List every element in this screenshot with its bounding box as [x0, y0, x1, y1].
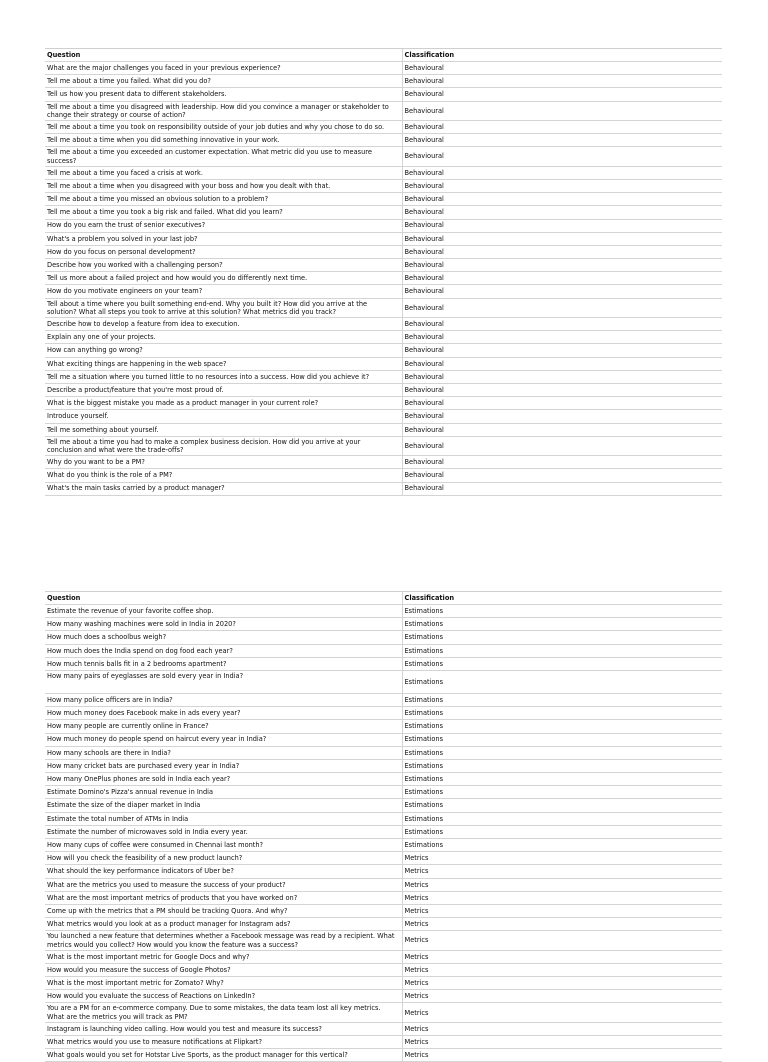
question-text: What metrics would you look at as a product manager for Instagram ads? [47, 920, 291, 929]
classification-cell: Behavioural [402, 206, 722, 219]
classification-cell: Metrics [402, 1036, 722, 1049]
classification-cell: Behavioural [402, 436, 722, 455]
question-text: Instagram is launching video calling. How would you test and measure its success? [47, 1024, 322, 1033]
question-text: You launched a new feature that determines whether a Facebook message was read by a recipient. What metrics would you collect? How would you know the feature was a success? [47, 932, 395, 949]
classification-cell: Behavioural [402, 101, 722, 120]
question-cell [45, 746, 402, 759]
table-row [45, 272, 722, 285]
question-cell [45, 707, 402, 720]
table-row [45, 963, 722, 976]
question-cell [45, 825, 402, 838]
question-text: Tell me about a time you had to make a complex business decision. How did you arrive at your conclusion and what were the trade-offs? [47, 437, 361, 454]
question-cell [45, 657, 402, 670]
question-text: What should the key performance indicators of Uber be? [47, 867, 234, 876]
question-text: What metrics would you use to measure notifications at Flipkart? [47, 1038, 262, 1047]
classification-cell: Estimations [402, 670, 722, 693]
question-text: How many washing machines were sold in India in 2020? [47, 620, 236, 629]
question-text: Estimate the total number of ATMs in India [47, 814, 189, 823]
question-text: What exciting things are happening in the web space? [47, 359, 227, 368]
question-text: Tell me about a time you missed an obvious solution to a problem? [47, 195, 269, 204]
classification-column-header: Classification [402, 592, 722, 605]
question-text: Estimate the revenue of your favorite coffee shop. [47, 606, 214, 615]
question-text: How would you evaluate the success of Reactions on LinkedIn? [47, 992, 256, 1001]
question-cell [45, 670, 402, 693]
question-text: Explain any one of your projects. [47, 333, 156, 342]
question-cell [45, 1049, 402, 1062]
question-cell [45, 193, 402, 206]
question-text: Tell me about a time you faced a crisis at work. [47, 168, 203, 177]
classification-cell: Behavioural [402, 88, 722, 101]
question-cell [45, 370, 402, 383]
question-text: What is the most important metric for Zomato? Why? [47, 979, 224, 988]
table-row [45, 812, 722, 825]
classification-cell: Behavioural [402, 344, 722, 357]
question-cell [45, 298, 402, 317]
classification-cell: Metrics [402, 977, 722, 990]
question-text: You are a PM for an e-commerce company. Due to some mistakes, the data team lost all key metrics. What are the metrics you will track as PM? [47, 1004, 381, 1021]
table-row [45, 707, 722, 720]
classification-cell: Estimations [402, 707, 722, 720]
classification-cell: Estimations [402, 644, 722, 657]
table-row [45, 1003, 722, 1022]
question-text: How can anything go wrong? [47, 346, 143, 355]
question-cell [45, 839, 402, 852]
classification-cell: Behavioural [402, 383, 722, 396]
question-cell [45, 331, 402, 344]
question-cell [45, 918, 402, 931]
classification-cell: Metrics [402, 963, 722, 976]
classification-cell: Behavioural [402, 134, 722, 147]
classification-cell: Behavioural [402, 245, 722, 258]
question-text: Tell me about a time when you did something innovative in your work. [47, 136, 280, 145]
question-cell [45, 410, 402, 423]
table-row [45, 166, 722, 179]
table-row [45, 759, 722, 772]
question-text: How much money do people spend on haircut every year in India? [47, 735, 267, 744]
question-cell [45, 482, 402, 495]
classification-cell: Metrics [402, 931, 722, 950]
classification-cell: Estimations [402, 825, 722, 838]
table-row [45, 657, 722, 670]
classification-cell: Behavioural [402, 120, 722, 133]
question-cell [45, 865, 402, 878]
question-cell [45, 605, 402, 618]
question-text: Come up with the metrics that a PM should be tracking Quora. And why? [47, 906, 288, 915]
table-row [45, 618, 722, 631]
table-row [45, 383, 722, 396]
table-row [45, 285, 722, 298]
classification-cell: Metrics [402, 852, 722, 865]
classification-cell: Behavioural [402, 193, 722, 206]
classification-cell: Behavioural [402, 285, 722, 298]
classification-cell: Metrics [402, 904, 722, 917]
classification-cell: Behavioural [402, 370, 722, 383]
question-cell [45, 75, 402, 88]
question-column-header: Question [45, 592, 402, 605]
question-text: What goals would you set for Hotstar Live Sports, as the product manager for this vertical? [47, 1051, 348, 1060]
question-text: Tell me about a time you took on responsibility outside of your job duties and why you chose to do so. [47, 122, 385, 131]
question-text: How do you earn the trust of senior executives? [47, 221, 206, 230]
classification-cell: Behavioural [402, 298, 722, 317]
question-cell [45, 219, 402, 232]
table-row [45, 120, 722, 133]
table-body [45, 605, 722, 1062]
table-row [45, 469, 722, 482]
table-row [45, 865, 722, 878]
classification-cell: Estimations [402, 812, 722, 825]
table-row [45, 950, 722, 963]
classification-cell: Behavioural [402, 75, 722, 88]
question-text: How many people are currently online in France? [47, 722, 209, 731]
question-text: Estimate the size of the diaper market in India [47, 801, 201, 810]
table-row [45, 75, 722, 88]
classification-cell: Behavioural [402, 259, 722, 272]
classification-cell: Behavioural [402, 219, 722, 232]
classification-cell: Behavioural [402, 410, 722, 423]
question-cell [45, 206, 402, 219]
classification-cell: Behavioural [402, 166, 722, 179]
question-cell [45, 1003, 402, 1022]
classification-cell: Behavioural [402, 272, 722, 285]
table-row [45, 456, 722, 469]
table-row [45, 644, 722, 657]
table-row [45, 436, 722, 455]
table-row [45, 1049, 722, 1062]
classification-cell: Estimations [402, 631, 722, 644]
classification-cell: Behavioural [402, 397, 722, 410]
question-text: How will you check the feasibility of a new product launch? [47, 854, 243, 863]
table-row [45, 799, 722, 812]
table-row [45, 245, 722, 258]
question-text: How many police officers are in India? [47, 695, 173, 704]
table-row [45, 482, 722, 495]
classification-cell: Metrics [402, 1049, 722, 1062]
classification-cell: Behavioural [402, 456, 722, 469]
table-row [45, 134, 722, 147]
table-row [45, 733, 722, 746]
question-text: What is the most important metric for Google Docs and why? [47, 952, 250, 961]
classification-cell: Metrics [402, 891, 722, 904]
question-cell [45, 977, 402, 990]
question-cell [45, 147, 402, 166]
classification-cell: Behavioural [402, 179, 722, 192]
question-text: How much does a schoolbus weigh? [47, 633, 167, 642]
table-row [45, 232, 722, 245]
classification-cell: Estimations [402, 759, 722, 772]
classification-cell: Behavioural [402, 232, 722, 245]
question-cell [45, 904, 402, 917]
question-text: What are the metrics you used to measure the success of your product? [47, 880, 286, 889]
table-row [45, 693, 722, 706]
question-text: Why do you want to be a PM? [47, 458, 145, 467]
table-row [45, 891, 722, 904]
table-row [45, 786, 722, 799]
table-row [45, 720, 722, 733]
question-text: How many schools are there in India? [47, 748, 171, 757]
question-cell [45, 1036, 402, 1049]
classification-cell: Estimations [402, 839, 722, 852]
classification-cell: Estimations [402, 746, 722, 759]
question-cell [45, 990, 402, 1003]
classification-cell: Behavioural [402, 318, 722, 331]
question-cell [45, 469, 402, 482]
question-text: Tell us more about a failed project and how would you do differently next time. [47, 274, 308, 283]
question-text: Estimate the number of microwaves sold in India every year. [47, 827, 248, 836]
question-text: Tell me about a time you exceeded an customer expectation. What metric did you use to measure success? [47, 148, 372, 165]
table-row [45, 1036, 722, 1049]
question-cell [45, 357, 402, 370]
table-row [45, 193, 722, 206]
question-cell [45, 344, 402, 357]
question-cell [45, 786, 402, 799]
question-cell [45, 733, 402, 746]
table-row [45, 298, 722, 317]
question-text: How many pairs of eyeglasses are sold every year in India? [47, 671, 244, 680]
table-row [45, 370, 722, 383]
question-cell [45, 631, 402, 644]
question-cell [45, 693, 402, 706]
question-cell [45, 812, 402, 825]
question-cell [45, 383, 402, 396]
question-cell [45, 799, 402, 812]
table-row [45, 331, 722, 344]
question-cell [45, 101, 402, 120]
table-row [45, 219, 722, 232]
table-row [45, 631, 722, 644]
question-text: How many cups of coffee were consumed in Chennai last month? [47, 840, 264, 849]
classification-cell: Estimations [402, 657, 722, 670]
question-cell [45, 120, 402, 133]
question-cell [45, 62, 402, 75]
question-cell [45, 618, 402, 631]
question-text: What are the major challenges you faced in your previous experience? [47, 63, 281, 72]
table-row [45, 1022, 722, 1035]
classification-cell: Behavioural [402, 147, 722, 166]
question-cell [45, 963, 402, 976]
question-text: Tell me about a time you disagreed with leadership. How did you convince a manager or stakeholder to change their strategy or course of action? [47, 102, 389, 119]
question-cell [45, 397, 402, 410]
question-text: How much does the India spend on dog food each year? [47, 646, 233, 655]
question-cell [45, 232, 402, 245]
question-text: Tell me about a time you failed. What did you do? [47, 77, 211, 86]
question-text: How much tennis balls fit in a 2 bedrooms apartment? [47, 659, 227, 668]
question-cell [45, 456, 402, 469]
table-row [45, 931, 722, 950]
table-row [45, 670, 722, 693]
question-cell [45, 644, 402, 657]
classification-cell: Metrics [402, 878, 722, 891]
question-text: What are the most important metrics of products that you have worked on? [47, 893, 298, 902]
question-cell [45, 166, 402, 179]
estimations-metrics-questions-table [45, 591, 722, 1062]
classification-cell: Estimations [402, 605, 722, 618]
question-text: What is the biggest mistake you made as a product manager in your current role? [47, 399, 319, 408]
question-cell [45, 245, 402, 258]
question-text: Introduce yourself. [47, 412, 109, 421]
classification-cell: Behavioural [402, 62, 722, 75]
classification-cell: Behavioural [402, 331, 722, 344]
table-row [45, 977, 722, 990]
table-row [45, 206, 722, 219]
table-row [45, 918, 722, 931]
question-text: How do you focus on personal development? [47, 247, 196, 256]
classification-cell: Estimations [402, 720, 722, 733]
classification-cell: Metrics [402, 950, 722, 963]
table-row [45, 344, 722, 357]
question-cell [45, 134, 402, 147]
question-text: Tell me something about yourself. [47, 425, 159, 434]
table-body [45, 62, 722, 496]
table-row [45, 990, 722, 1003]
question-text: Tell me about a time when you disagreed with your boss and how you dealt with that. [47, 181, 331, 190]
classification-cell: Estimations [402, 773, 722, 786]
question-cell [45, 179, 402, 192]
classification-cell: Metrics [402, 918, 722, 931]
classification-cell: Metrics [402, 990, 722, 1003]
question-text: Estimate Domino's Pizza's annual revenue in India [47, 788, 214, 797]
question-cell [45, 285, 402, 298]
question-text: Tell me a situation where you turned little to no resources into a success. How did you achieve it? [47, 372, 370, 381]
table-row [45, 88, 722, 101]
table-row [45, 147, 722, 166]
question-cell [45, 272, 402, 285]
table-row [45, 839, 722, 852]
table-row [45, 179, 722, 192]
classification-cell: Estimations [402, 618, 722, 631]
classification-cell: Estimations [402, 733, 722, 746]
table-row [45, 101, 722, 120]
table-row [45, 773, 722, 786]
question-cell [45, 891, 402, 904]
table-row [45, 605, 722, 618]
classification-cell: Metrics [402, 865, 722, 878]
table-row [45, 259, 722, 272]
question-text: What's the main tasks carried by a product manager? [47, 484, 225, 493]
question-text: Describe how you worked with a challenging person? [47, 261, 223, 270]
question-cell [45, 931, 402, 950]
question-cell [45, 88, 402, 101]
question-cell [45, 436, 402, 455]
table-row [45, 746, 722, 759]
question-text: How would you measure the success of Google Photos? [47, 965, 231, 974]
classification-cell: Metrics [402, 1022, 722, 1035]
question-text: How many cricket bats are purchased every year in India? [47, 761, 240, 770]
classification-column-header: Classification [402, 49, 722, 62]
table-row [45, 825, 722, 838]
question-cell [45, 1022, 402, 1035]
header-row [45, 592, 722, 605]
question-text: How many OnePlus phones are sold in India each year? [47, 775, 231, 784]
classification-cell: Behavioural [402, 482, 722, 495]
classification-cell: Estimations [402, 786, 722, 799]
question-cell [45, 720, 402, 733]
table-row [45, 904, 722, 917]
question-cell [45, 773, 402, 786]
question-cell [45, 878, 402, 891]
question-text: What's a problem you solved in your last job? [47, 234, 198, 243]
question-cell [45, 259, 402, 272]
table-row [45, 62, 722, 75]
classification-cell: Behavioural [402, 357, 722, 370]
question-text: Describe how to develop a feature from idea to execution. [47, 320, 240, 329]
question-text: How do you motivate engineers on your team? [47, 287, 203, 296]
header-row [45, 49, 722, 62]
table-row [45, 318, 722, 331]
classification-cell: Behavioural [402, 423, 722, 436]
question-cell [45, 950, 402, 963]
question-cell [45, 423, 402, 436]
behavioural-questions-table [45, 48, 722, 496]
classification-cell: Estimations [402, 693, 722, 706]
table-row [45, 357, 722, 370]
question-cell [45, 318, 402, 331]
classification-cell: Behavioural [402, 469, 722, 482]
table-row [45, 423, 722, 436]
table-row [45, 852, 722, 865]
table-row [45, 410, 722, 423]
question-text: What do you think is the role of a PM? [47, 471, 173, 480]
question-text: How much money does Facebook make in ads every year? [47, 709, 241, 718]
question-text: Tell us how you present data to different stakeholders. [47, 90, 227, 99]
question-text: Describe a product/feature that you're most proud of. [47, 385, 224, 394]
table-row [45, 878, 722, 891]
question-text: Tell me about a time you took a big risk and failed. What did you learn? [47, 208, 283, 217]
classification-cell: Metrics [402, 1003, 722, 1022]
question-cell [45, 852, 402, 865]
question-text: Tell about a time where you built something end-end. Why you built it? How did you arrive at the solution? What all steps you took to arrive at this solution? What metrics did you track? [47, 299, 368, 316]
classification-cell: Estimations [402, 799, 722, 812]
table-row [45, 397, 722, 410]
question-cell [45, 759, 402, 772]
question-column-header: Question [45, 49, 402, 62]
